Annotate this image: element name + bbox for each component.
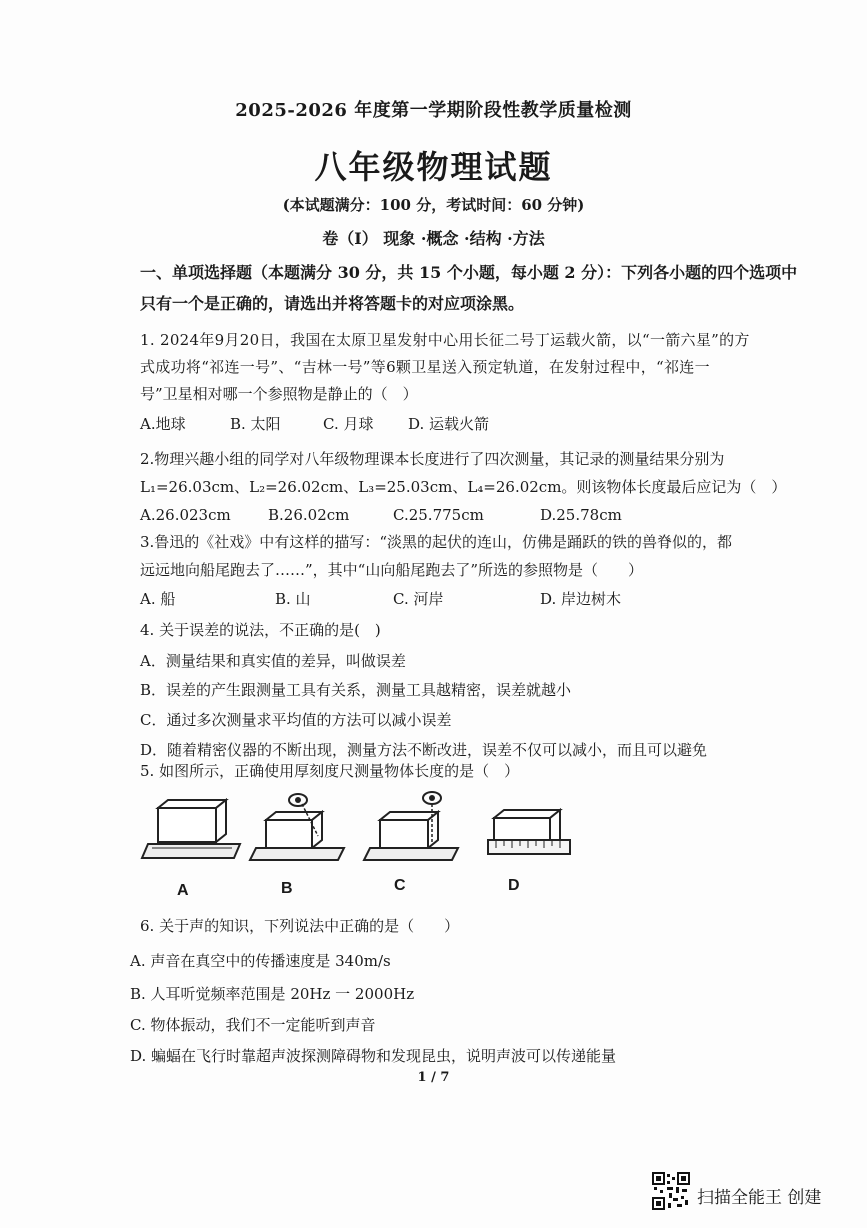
scanner-watermark: 扫描全能王 创建 <box>697 1188 822 1208</box>
volume-heading: 卷（Ⅰ） 现象 ·概念 ·结构 ·方法 <box>322 229 545 248</box>
q3-option-d: D. 岸边树木 <box>540 590 622 608</box>
q4-stem: 4. 关于误差的说法，不正确的是( ) <box>140 621 381 639</box>
q3-stem-line2: 远远地向船尾跑去了……”，其中“山向船尾跑去了”所选的参照物是（ ） <box>140 561 644 579</box>
section1-instructions-line2: 只有一个是正确的，请选出并将答题卡的对应项涂黑。 <box>140 294 525 313</box>
q2-option-c: C.25.775cm <box>393 506 484 524</box>
q6-stem: 6. 关于声的知识，下列说法中正确的是（ ） <box>140 917 460 935</box>
figure-label-c: C <box>394 877 406 894</box>
q2-stem-line2: L₁=26.03cm、L₂=26.02cm、L₃=25.03cm、L₄=26.02cm。则该物体长度最后应记为（ ） <box>140 478 787 496</box>
page-title: 八年级物理试题 <box>314 148 553 186</box>
figure-label-d: D <box>508 877 520 894</box>
q1-option-c: C. 月球 <box>323 415 374 433</box>
q2-option-d: D.25.78cm <box>540 506 622 524</box>
section1-instructions-line1: 一、单项选择题（本题满分 30 分，共 15 个小题，每小题 2 分）：下列各小题的四个选项中 <box>140 263 798 282</box>
q4-option-c: C．通过多次测量求平均值的方法可以减小误差 <box>140 711 452 729</box>
q2-option-b: B.26.02cm <box>268 506 350 524</box>
q1-stem-line2: 式成功将“祁连一号”、“吉林一号”等6颗卫星送入预定轨道，在发射过程中，“祁连一 <box>140 358 710 376</box>
q6-option-d: D. 蝙蝠在飞行时靠超声波探测障碍物和发现昆虫，说明声波可以传递能量 <box>130 1047 617 1065</box>
q5-stem: 5. 如图所示，正确使用厚刻度尺测量物体长度的是（ ） <box>140 762 520 780</box>
q2-option-a: A.26.023cm <box>140 506 231 524</box>
exam-period-heading: 2025-2026 年度第一学期阶段性教学质量检测 <box>235 100 632 121</box>
figure-label-a: A <box>177 882 189 899</box>
q4-option-b: B．误差的产生跟测量工具有关系，测量工具越精密，误差就越小 <box>140 681 572 699</box>
exam-info: (本试题满分：100 分，考试时间：60 分钟) <box>282 196 585 214</box>
q1-stem-line1: 1. 2024年9月20日，我国在太原卫星发射中心用长征二号丁运载火箭，以“一箭六星”的方 <box>140 331 750 349</box>
q3-option-c: C. 河岸 <box>393 590 444 608</box>
q1-stem-line3: 号”卫星相对哪一个参照物是静止的（ ） <box>140 385 418 403</box>
q3-option-b: B. 山 <box>275 590 311 608</box>
q6-option-b: B. 人耳听觉频率范围是 20Hz 一 2000Hz <box>130 985 415 1003</box>
q4-option-d: D．随着精密仪器的不断出现，测量方法不断改进，误差不仅可以减小，而且可以避免 <box>140 741 708 759</box>
q6-option-c: C. 物体振动，我们不一定能听到声音 <box>130 1016 376 1034</box>
figure-a-setup <box>142 800 240 858</box>
q1-option-d: D. 运载火箭 <box>408 415 490 433</box>
q1-option-b: B. 太阳 <box>230 415 281 433</box>
figure-label-b: B <box>281 880 293 897</box>
q6-option-a: A. 声音在真空中的传播速度是 340m/s <box>130 952 391 970</box>
figure-b-setup <box>250 794 344 860</box>
page-number: 1 / 7 <box>417 1070 450 1085</box>
figure-d-setup <box>488 810 570 854</box>
q1-option-a: A.地球 <box>140 415 186 433</box>
figure-c-setup <box>364 792 458 860</box>
q2-stem-line1: 2.物理兴趣小组的同学对八年级物理课本长度进行了四次测量，其记录的测量结果分别为 <box>140 450 725 468</box>
q3-option-a: A. 船 <box>140 590 176 608</box>
qr-code-icon <box>652 1172 690 1210</box>
q4-option-a: A．测量结果和真实值的差异，叫做误差 <box>140 652 406 670</box>
q3-stem-line1: 3.鲁迅的《社戏》中有这样的描写：“淡黑的起伏的连山，仿佛是踊跃的铁的兽脊似的，都 <box>140 533 732 551</box>
